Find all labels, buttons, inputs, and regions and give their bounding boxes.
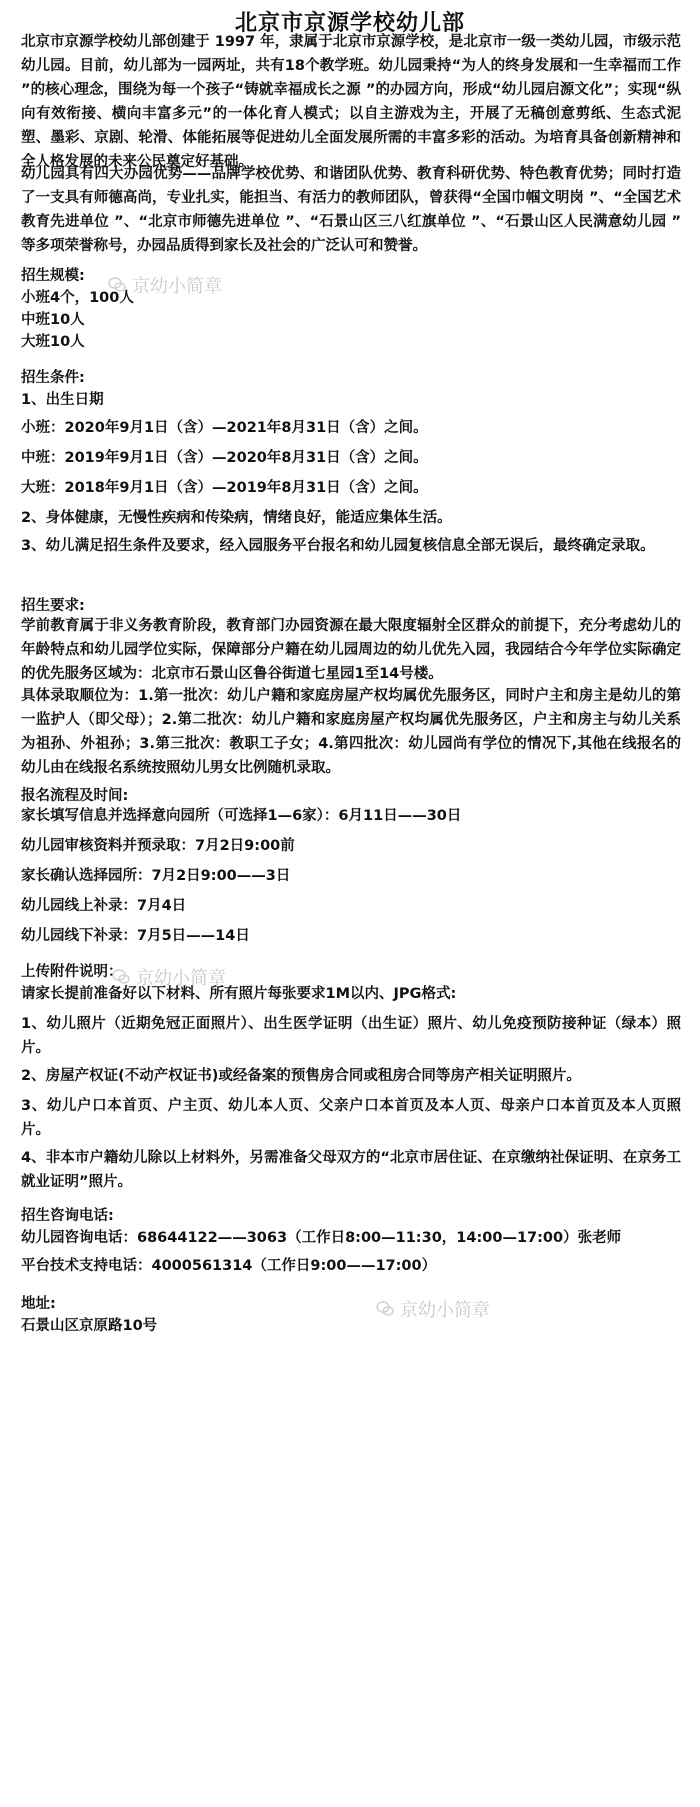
watermark <box>108 272 222 298</box>
page-title: 北京市京源学校幼儿部 <box>234 11 465 36</box>
process-step-5: 幼儿园线下补录：7月5日——14日 <box>21 928 250 944</box>
address-heading: 地址: <box>21 1296 56 1312</box>
uploads-item-4: 4、非本市户籍幼儿除以上材料外，另需准备父母双方的“北京市居住证、在京缴纳社保证明、在京务工就业证明”照片。 <box>21 1150 681 1190</box>
requirements-paragraph-2: 具体录取顺位为：1.第一批次：幼儿户籍和家庭房屋产权均属优先服务区，同时户主和房主是幼儿的第一监护人（即父母）；2.第二批次：幼儿户籍和家庭房屋产权均属优先服务区，户主和房主与幼儿关系为祖孙、外祖孙；3.第三批次：教职工子女；4.第四批次：幼儿园尚有学位的情况下,其他在线报名的幼儿由在线报名系统按照幼儿男女比例随机录取。 <box>21 688 681 776</box>
watermark <box>376 1296 490 1322</box>
contact-kindergarten-phone: 幼儿园咨询电话：68644122——3063（工作日8:00—11:30，14:00—17:00）张老师 <box>21 1230 622 1246</box>
intro-paragraph-1: 北京市京源学校幼儿部创建于 1997 年，隶属于北京市京源学校，是北京市一级一类幼儿园，市级示范幼儿园。目前，幼儿部为一园两址，共有18个教学班。幼儿园秉持“为人的终身发展和一生幸福而工作 ”的核心理念，围绕为每一个孩子“铸就幸福成长之源 ”的办园方向，形成“幼儿园启源文化”；实现“纵向有效衔接、横向丰富多元”的一体化育人模式；以自主游戏为主，开展了无稿创意剪纸、生态式泥塑、墨彩、京剧、轮滑、体能拓展等促进幼儿全面发展所需的丰富多彩的活动。为培育具备创新精神和全人格发展的未来公民奠定好基础。 <box>21 34 681 170</box>
wechat-watermark-icon <box>108 277 126 293</box>
process-step-1: 家长填写信息并选择意向园所（可选择1—6家）：6月11日——30日 <box>21 808 462 824</box>
conditions-item-1: 1、出生日期 <box>21 392 104 408</box>
scale-middle-class: 中班10人 <box>21 312 85 328</box>
intro-paragraph-2: 幼儿园具有四大办园优势——品牌学校优势、和谐团队优势、教育科研优势、特色教育优势；同时打造了一支具有师德高尚，专业扎实，能担当、有活力的教师团队，曾获得“全国巾帼文明岗 ”、“全国艺术教育先进单位 ”、“北京市师德先进单位 ”、“石景山区三八红旗单位 ”、“石景山区人民满意幼儿园 ” 等多项荣誉称号，办园品质得到家长及社会的广泛认可和赞誉。 <box>21 166 681 254</box>
contact-heading: 招生咨询电话: <box>21 1208 114 1224</box>
process-heading: 报名流程及时间: <box>21 788 129 804</box>
watermark <box>112 964 226 990</box>
conditions-item-2: 2、身体健康，无慢性疾病和传染病，情绪良好，能适应集体生活。 <box>21 510 452 526</box>
conditions-large-class-dates: 大班：2018年9月1日（含）—2019年8月31日（含）之间。 <box>21 480 428 496</box>
process-step-4: 幼儿园线上补录：7月4日 <box>21 898 187 914</box>
requirements-heading: 招生要求: <box>21 598 85 614</box>
contact-platform-phone: 平台技术支持电话：4000561314（工作日9:00——17:00） <box>21 1258 437 1274</box>
requirements-paragraph-1: 学前教育属于非义务教育阶段，教育部门办园资源在最大限度辐射全区群众的前提下，充分考虑幼儿的年龄特点和幼儿园学位实际，保障部分户籍在幼儿园周边的幼儿优先入园，我园结合今年学位实际确定的优先服务区域为：北京市石景山区鲁谷街道七星园1至14号楼。 <box>21 618 681 682</box>
watermark-text: 京幼小简章 <box>400 1300 490 1321</box>
conditions-middle-class-dates: 中班：2019年9月1日（含）—2020年8月31日（含）之间。 <box>21 450 428 466</box>
process-step-3: 家长确认选择园所：7月2日9:00——3日 <box>21 868 291 884</box>
uploads-item-3: 3、幼儿户口本首页、户主页、幼儿本人页、父亲户口本首页及本人页、母亲户口本首页及本人页照片。 <box>21 1098 681 1138</box>
address-value: 石景山区京原路10号 <box>21 1318 158 1334</box>
scale-small-class: 小班4个，100人 <box>21 290 134 306</box>
uploads-item-2: 2、房屋产权证(不动产权证书)或经备案的预售房合同或租房合同等房产相关证明照片。 <box>21 1068 581 1084</box>
wechat-watermark-icon <box>376 1301 394 1317</box>
uploads-item-1: 1、幼儿照片（近期免冠正面照片）、出生医学证明（出生证）照片、幼儿免疫预防接种证（绿本）照片。 <box>21 1016 681 1056</box>
conditions-heading: 招生条件: <box>21 370 85 386</box>
watermark-text: 京幼小简章 <box>132 276 222 297</box>
uploads-heading: 上传附件说明： <box>21 964 123 980</box>
watermark-text: 京幼小简章 <box>136 968 226 989</box>
uploads-intro: 请家长提前准备好以下材料、所有照片每张要求1M以内、JPG格式: <box>21 986 457 1002</box>
wechat-watermark-icon <box>112 969 130 985</box>
process-step-2: 幼儿园审核资料并预录取：7月2日9:00前 <box>21 838 295 854</box>
scale-large-class: 大班10人 <box>21 334 85 350</box>
conditions-item-3: 3、幼儿满足招生条件及要求，经入园服务平台报名和幼儿园复核信息全部无误后，最终确定录取。 <box>21 538 655 554</box>
conditions-small-class-dates: 小班：2020年9月1日（含）—2021年8月31日（含）之间。 <box>21 420 428 436</box>
scale-heading: 招生规模: <box>21 268 85 284</box>
